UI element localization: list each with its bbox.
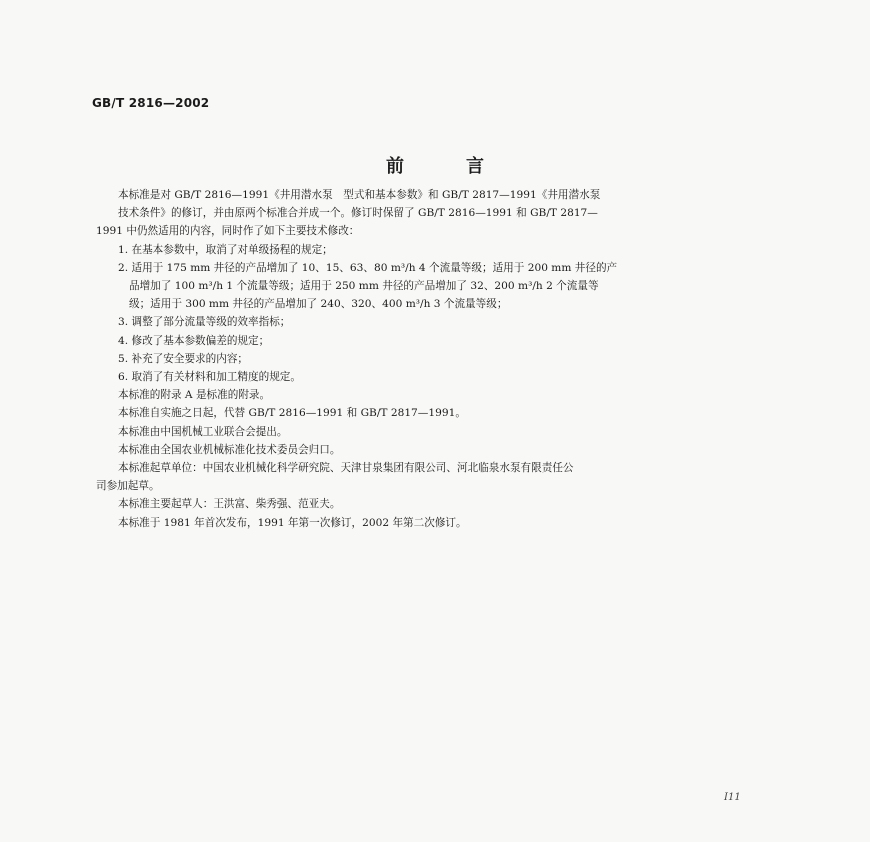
foreword-body [96,186,776,532]
list-item: 1. 在基本参数中，取消了对单级扬程的规定； [118,243,333,256]
list-item-continued: 级；适用于 300 mm 井径的产品增加了 240、320、400 m³/h 3 个流量等级； [129,298,508,311]
paragraph: 本标准是对 GB/T 2816—1991《井用潜水泵 型式和基本参数》和 GB/T 2817—1991《井用潜水泵 [118,189,601,201]
list-item: 2. 适用于 175 mm 井径的产品增加了 10、15、63、80 m³/h 4 个流量等级；适用于 200 mm 井径的产 [118,261,618,274]
standard-code: GB/T 2816—2002 [92,96,210,110]
list-item: 6. 取消了有关材料和加工精度的规定。 [118,371,301,384]
paragraph: 技术条件》的修订，并由原两个标准合并成一个。修订时保留了 GB/T 2816—1991 和 GB/T 2817— [118,207,598,220]
paragraph: 本标准于 1981 年首次发布，1991 年第一次修订，2002 年第二次修订。 [118,516,467,529]
paragraph: 本标准由全国农业机械标准化技术委员会归口。 [118,443,341,456]
paragraph: 司参加起草。 [96,480,160,493]
paragraph: 1991 中仍然适用的内容，同时作了如下主要技术修改： [96,225,360,238]
paragraph: 本标准起草单位：中国农业机械化科学研究院、天津甘泉集团有限公司、河北临泉水泵有限责任公 [118,462,574,475]
list-item: 3. 调整了部分流量等级的效率指标； [118,316,291,329]
paragraph: 本标准的附录 A 是标准的附录。 [118,389,271,402]
page-number: I11 [724,792,741,803]
page-title: 前言 [386,156,546,177]
list-item: 4. 修改了基本参数偏差的规定； [118,334,270,347]
paragraph: 本标准主要起草人：王洪富、柴秀强、范亚夫。 [118,498,341,511]
list-item: 5. 补充了安全要求的内容； [118,352,249,365]
paragraph: 本标准由中国机械工业联合会提出。 [118,425,288,438]
paragraph: 本标准自实施之日起，代替 GB/T 2816—1991 和 GB/T 2817—1991。 [118,407,466,420]
list-item-continued: 品增加了 100 m³/h 1 个流量等级；适用于 250 mm 井径的产品增加了 32、200 m³/h 2 个流量等 [129,280,599,293]
